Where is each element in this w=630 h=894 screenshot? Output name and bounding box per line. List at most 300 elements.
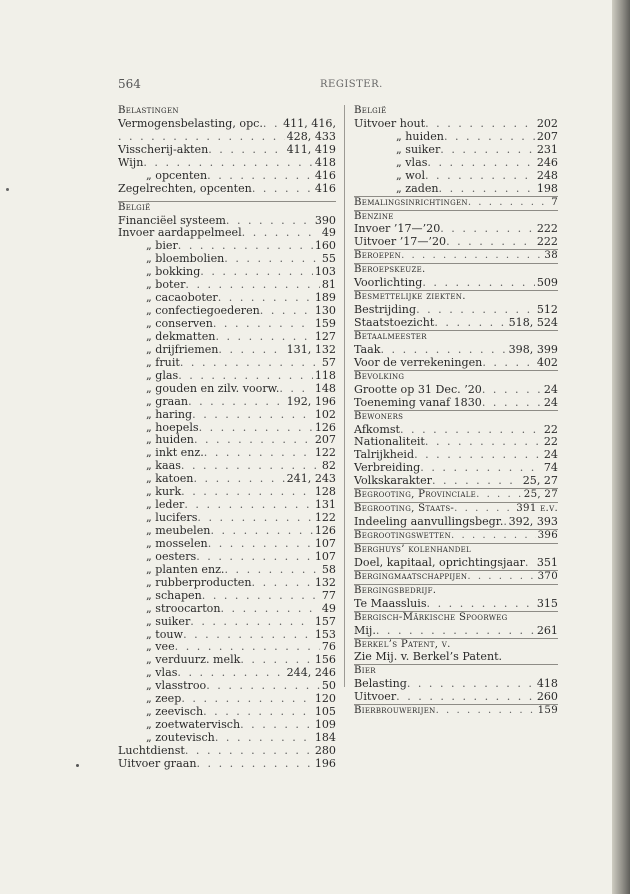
entry-text: Berghuys’ kolenhandel (354, 543, 471, 555)
leader-dots (260, 305, 313, 318)
leader-dots (434, 317, 506, 330)
index-heading (354, 638, 558, 652)
leader-dots (381, 344, 507, 357)
index-entry (354, 183, 558, 196)
entry-text: „ vlasstroo (146, 679, 207, 693)
page-reference: 50 (321, 679, 336, 693)
index-entry (118, 732, 336, 745)
index-entry (354, 516, 558, 529)
page-reference: 198 (536, 181, 558, 195)
index-entry (118, 357, 336, 370)
leader-dots (210, 525, 312, 538)
entry-text: Indeeling aanvullingsbegr. (354, 515, 504, 529)
leader-dots (240, 719, 313, 732)
page-reference: 122 (314, 511, 336, 525)
index-entry (118, 590, 336, 603)
page-reference: 396 (537, 530, 558, 541)
page-reference: 132 (314, 575, 336, 589)
entry-text: Verbreiding (354, 461, 421, 475)
page-reference: 24 (543, 395, 558, 409)
index-entry (354, 357, 558, 370)
entry-text: „ oesters (146, 549, 197, 563)
entry-text: „ suiker (396, 142, 441, 156)
leader-dots (190, 616, 313, 629)
index-entry (354, 384, 558, 397)
running-title: REGISTER. (320, 79, 383, 90)
index-entry (354, 144, 558, 157)
entry-text: Berkel’s Patent, v. (354, 638, 451, 650)
index-entry (354, 249, 558, 263)
page-reference: 102 (314, 407, 336, 421)
entry-text: „ vlas (396, 155, 428, 169)
leader-dots (188, 396, 285, 409)
page-reference: 402 (536, 355, 558, 369)
leader-dots (224, 564, 319, 577)
entry-text: Nationaliteit (354, 435, 425, 449)
entry-text: „ wol (396, 168, 425, 182)
entry-text: Besmettelijke ziekten. (354, 291, 466, 303)
entry-text: „ suiker (146, 614, 191, 628)
leader-dots (208, 538, 313, 551)
entry-text: „ kurk (146, 485, 182, 499)
entry-text: België (118, 201, 151, 213)
entry-text: Uitvoer hout (354, 116, 426, 130)
entry-text: Vermogensbelasting, opc. (118, 116, 263, 130)
index-heading (118, 201, 336, 215)
entry-text: „ confectiegoederen (146, 304, 260, 318)
leader-dots (467, 571, 535, 584)
page-reference: 109 (314, 718, 336, 732)
page-reference: 222 (536, 235, 558, 249)
page-reference: 24 (543, 382, 558, 396)
index-entry (118, 157, 336, 170)
entry-text: Begrooting, Staats- (354, 503, 455, 515)
page-reference: 55 (321, 252, 336, 266)
index-entry (118, 603, 336, 616)
entry-text: Invoer ’17—’20 (354, 222, 441, 236)
index-entry (118, 538, 336, 551)
index-entry (118, 564, 336, 577)
leader-dots (476, 489, 522, 502)
leader-dots (143, 157, 312, 170)
index-entry (118, 525, 336, 538)
leader-dots (199, 422, 313, 435)
index-column-left (118, 105, 336, 771)
page-reference: 509 (536, 276, 558, 290)
entry-text: „ bier (146, 239, 178, 253)
page-reference: 222 (536, 222, 558, 236)
entry-text: Visscherij-akten (118, 142, 209, 156)
entry-text: Staatstoezicht (354, 316, 435, 329)
index-heading (354, 370, 558, 384)
page-reference: 241, 243 (286, 472, 336, 486)
index-entry (118, 170, 336, 183)
entry-text: „ huiden (396, 129, 444, 143)
leader-dots (263, 118, 281, 131)
entry-text: Bemalingsinrichtingen (354, 196, 468, 208)
page-reference: 160 (314, 239, 336, 253)
entry-text: „ zaden (396, 181, 439, 195)
page-reference: 107 (314, 549, 336, 563)
page-reference: 126 (314, 524, 336, 537)
page-reference: 38 (544, 250, 558, 262)
entry-text: „ schapen (146, 588, 202, 602)
page-reference: 22 (543, 435, 558, 449)
leader-dots (181, 486, 313, 499)
entry-text: „ katoen (146, 472, 194, 486)
entry-text: „ vlas (146, 666, 178, 680)
page-reference: 184 (314, 731, 336, 744)
leader-dots (221, 603, 320, 616)
entry-text: „ zeevisch (146, 705, 204, 719)
entry-text: Mij. (354, 623, 376, 637)
index-entry (354, 502, 558, 516)
index-entry (354, 625, 558, 638)
page-reference: 57 (321, 355, 336, 369)
leader-dots (482, 384, 542, 397)
page-reference: 127 (314, 329, 336, 343)
page-reference: 398, 399 (508, 342, 558, 356)
page-reference: 390 (314, 213, 336, 227)
page-reference: 159 (314, 317, 336, 330)
page-reference: 156 (314, 653, 336, 667)
entry-text: Toeneming vanaf 1830 (354, 395, 482, 409)
page-reference: 77 (321, 588, 336, 602)
entry-text: Luchtdienst (118, 743, 185, 757)
leader-dots (208, 144, 284, 157)
entry-text: Taak (354, 342, 381, 356)
entry-text: Wijn (118, 155, 144, 169)
page-reference: 128 (314, 485, 336, 499)
page-reference: 260 (536, 690, 558, 704)
entry-text: „ zoetwatervisch (146, 718, 241, 732)
entry-text: „ leder (146, 498, 185, 512)
index-entry (354, 651, 558, 664)
index-entry (118, 370, 336, 383)
page-reference: 261 (536, 623, 558, 637)
leader-dots (184, 499, 312, 512)
index-entry (118, 396, 336, 409)
entry-text: Financiëel systeem (118, 213, 226, 227)
page-reference: 7 (551, 196, 558, 208)
index-entry (118, 409, 336, 422)
index-heading (354, 290, 558, 304)
leader-dots (436, 705, 536, 718)
page-reference: 428, 433 (286, 129, 336, 143)
page-reference: 244, 246 (286, 666, 336, 680)
index-heading (354, 543, 558, 557)
index-entry (354, 131, 558, 144)
leader-dots (224, 253, 320, 266)
leader-dots (196, 551, 313, 564)
index-entry (354, 557, 558, 570)
page-reference: 392, 393 (508, 515, 558, 529)
entry-text: „ zeep (146, 692, 182, 706)
entry-text: Invoer aardappelmeel (118, 226, 242, 240)
index-entry (354, 488, 558, 502)
leader-dots (213, 318, 313, 331)
page-reference: 153 (314, 627, 336, 641)
page-reference: 512 (536, 303, 558, 317)
entry-text: „ glas (146, 368, 179, 382)
entry-text: Afkomst (354, 422, 400, 436)
index-entry (118, 183, 336, 196)
index-entry (354, 598, 558, 611)
page-reference: 130 (314, 304, 336, 318)
entry-text: Begrooting, Provinciale (354, 489, 477, 501)
entry-text: „ boter (146, 278, 186, 292)
index-entry (354, 277, 558, 290)
entry-text: „ touw (146, 627, 184, 641)
index-entry (354, 118, 558, 131)
entry-text: „ fruit (146, 355, 180, 369)
index-entry (354, 397, 558, 410)
index-entry (354, 529, 558, 543)
leader-dots (194, 434, 313, 447)
entry-text: Bestrijding (354, 303, 417, 317)
page-reference: 76 (321, 640, 336, 654)
entry-text: Grootte op 31 Dec. ’20 (354, 382, 482, 396)
index-entry (354, 691, 558, 704)
page-reference: 280 (314, 743, 336, 757)
page-reference: 148 (314, 381, 336, 395)
entry-text: Te Maassluis (354, 596, 427, 610)
page-reference: 25, 27 (523, 489, 558, 501)
index-heading (354, 611, 558, 625)
entry-text: Uitvoer graan (118, 756, 197, 770)
leader-dots (207, 170, 313, 183)
page-reference: 416 (314, 168, 336, 182)
page-reference: 122 (314, 446, 336, 460)
page-reference: 231 (536, 142, 558, 156)
page-reference: 131, 132 (286, 342, 336, 356)
entry-text: „ bloembolien (146, 252, 225, 266)
entry-text: Voorlichting (354, 276, 423, 290)
page-reference: 202 (536, 116, 558, 130)
index-heading (354, 263, 558, 277)
entry-text: „ rubberproducten (146, 575, 252, 589)
entry-text: Uitvoer ’17—’20 (354, 235, 447, 249)
binding-spine (612, 0, 630, 894)
leader-dots (215, 331, 312, 344)
page-reference: 24 (543, 448, 558, 462)
index-entry (354, 344, 558, 357)
leader-dots (183, 629, 313, 642)
index-heading (354, 664, 558, 678)
entry-text: Bevolking (354, 370, 405, 382)
index-entry (354, 317, 558, 330)
page-reference: 81 (321, 278, 336, 292)
leader-dots (432, 475, 521, 488)
index-entry (354, 170, 558, 183)
entry-text: „ lucifers (146, 511, 198, 525)
leader-dots (446, 236, 535, 249)
entry-text: „ graan (146, 394, 189, 408)
page-reference: 315 (536, 596, 558, 610)
page-reference: 118 (314, 368, 336, 382)
column-divider (344, 105, 345, 687)
leader-dots (414, 449, 542, 462)
leader-dots (427, 157, 534, 170)
entry-text: Betaalmeester (354, 330, 427, 342)
entry-text: Bier (354, 665, 376, 677)
leader-dots (440, 144, 535, 157)
index-entry (354, 570, 558, 584)
index-entry (118, 616, 336, 629)
index-column-right (354, 105, 558, 718)
leader-dots (200, 266, 313, 279)
page-reference: 370 (537, 570, 558, 582)
entry-text: „ cacaoboter (146, 291, 218, 305)
page-reference: 74 (543, 461, 558, 475)
leader-dots (425, 436, 542, 449)
leader-dots (440, 223, 535, 236)
entry-text: „ planten enz. (146, 562, 225, 576)
entry-text: „ opcenten (146, 168, 208, 182)
entry-text: „ mosselen (146, 536, 208, 550)
entry-text: „ vee (146, 640, 175, 654)
leader-dots (185, 745, 313, 758)
index-heading (354, 410, 558, 424)
leader-dots (444, 131, 535, 144)
leader-dots (178, 370, 313, 383)
leader-dots (204, 447, 313, 460)
leader-dots (218, 344, 284, 357)
leader-dots (425, 118, 535, 131)
entry-text: „ haring (146, 407, 193, 421)
index-entry (118, 131, 336, 144)
index-heading (118, 105, 336, 118)
entry-text: „ zoutevisch (146, 731, 215, 744)
leader-dots (242, 227, 320, 240)
index-entry (354, 236, 558, 249)
entry-text: Bierbrouwerijen (354, 705, 436, 717)
leader-dots (197, 512, 312, 525)
entry-text: „ hoepels (146, 420, 199, 434)
entry-text: „ inkt enz. (146, 446, 204, 460)
page-reference: 107 (314, 536, 336, 550)
entry-text: Beroepen (354, 250, 402, 262)
index-entry (354, 196, 558, 210)
leader-dots (193, 473, 284, 486)
index-entry (118, 118, 336, 131)
index-entry (354, 704, 558, 718)
margin-mark (76, 764, 79, 767)
leader-dots (396, 691, 535, 704)
page-reference: 103 (314, 265, 336, 279)
index-entry (118, 318, 336, 331)
index-entry (118, 331, 336, 344)
leader-dots (376, 625, 535, 638)
leader-dots (279, 383, 312, 396)
index-entry (118, 383, 336, 396)
page-reference: 22 (543, 422, 558, 436)
entry-text: „ verduurz. melk (146, 653, 241, 667)
page-reference: 192, 196 (286, 394, 336, 408)
page-reference: 126 (314, 420, 336, 434)
entry-text: „ kaas (146, 459, 181, 473)
leader-dots (482, 397, 542, 410)
page-reference: 351 (536, 555, 558, 569)
page-reference: 418 (314, 155, 336, 169)
page-reference: 411, 416, (283, 116, 336, 130)
page-reference: 49 (321, 601, 336, 615)
leader-dots (407, 678, 535, 691)
page-reference: 159 (537, 705, 558, 717)
entry-text: „ stroocarton (146, 601, 221, 615)
leader-dots (525, 557, 535, 570)
margin-dot (6, 188, 9, 191)
index-entry (354, 475, 558, 488)
leader-dots (439, 183, 535, 196)
page-reference: 418 (536, 677, 558, 691)
leader-dots (215, 732, 313, 745)
page-reference: 157 (314, 614, 336, 628)
index-heading (354, 584, 558, 598)
index-entry (118, 144, 336, 157)
page-reference: 411, 419 (286, 142, 336, 156)
leader-dots (192, 409, 313, 422)
entry-text: „ drijfriemen (146, 342, 219, 356)
leader-dots (252, 577, 313, 590)
entry-text: Volkskarakter (354, 474, 432, 488)
leader-dots (468, 197, 549, 210)
entry-text: „ huiden (146, 433, 194, 447)
page-reference: 131 (314, 498, 336, 512)
entry-text: „ conserven (146, 317, 213, 330)
page-reference: 207 (314, 433, 336, 447)
entry-text: Zie Mij. v. Berkel’s Patent. (354, 650, 503, 664)
leader-dots (425, 170, 535, 183)
entry-text: Belastingen (118, 105, 179, 116)
page-reference (556, 651, 558, 664)
leader-dots (118, 131, 285, 144)
page-reference: 189 (314, 291, 336, 305)
page-reference: 196 (314, 756, 336, 770)
entry-text: Bergingsbedrijf. (354, 584, 437, 596)
page-number: 564 (118, 77, 141, 91)
entry-text: België (354, 105, 387, 116)
entry-text: Bergisch-Märkische Spoorweg (354, 611, 508, 623)
leader-dots (451, 530, 536, 543)
index-entry (118, 758, 336, 771)
leader-dots (180, 357, 320, 370)
page-reference: 120 (314, 692, 336, 706)
leader-dots (401, 250, 542, 263)
entry-text: Doel, kapitaal, oprichtingsjaar (354, 555, 525, 569)
leader-dots (252, 183, 313, 196)
page-reference: 416 (314, 181, 336, 195)
index-heading (354, 105, 558, 118)
leader-dots (206, 680, 320, 693)
index-entry (118, 344, 336, 357)
page-reference: 248 (536, 168, 558, 182)
index-heading (354, 330, 558, 344)
leader-dots (196, 758, 312, 771)
entry-text: Benzine (354, 210, 394, 222)
entry-text: Bergingmaatschappijen (354, 570, 468, 582)
page-reference: 105 (314, 705, 336, 719)
entry-text: Bewoners (354, 410, 404, 422)
page-reference: 246 (536, 155, 558, 169)
entry-text: Uitvoer (354, 690, 397, 704)
page-reference: 25, 27 (522, 474, 558, 488)
entry-text: Talrijkheid (354, 448, 415, 462)
entry-text: Begrootingswetten (354, 530, 451, 541)
page-reference: 49 (321, 226, 336, 240)
entry-text: „ bokking (146, 265, 201, 279)
leader-dots (202, 590, 320, 603)
